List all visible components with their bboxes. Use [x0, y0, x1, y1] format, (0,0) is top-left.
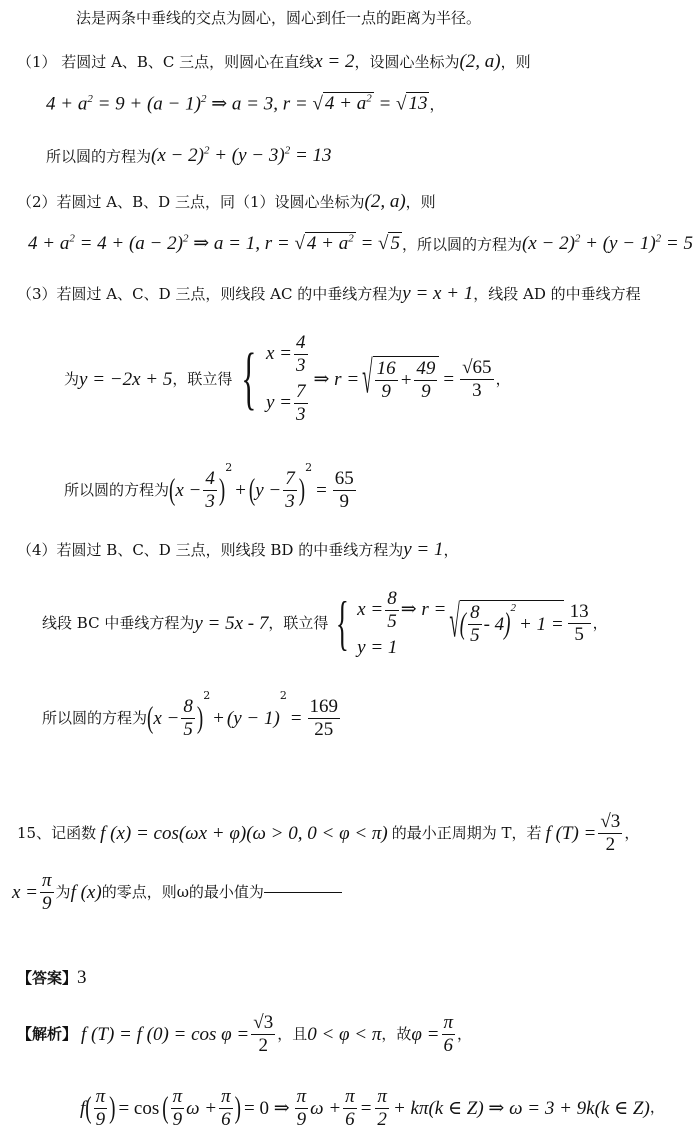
- q15-text-2: x = $\frac{\pi}{9}$ 为 f (x) 的零点，则ω的最小值为: [12, 866, 342, 918]
- p4-system: 线段 BC 中垂线方程为 y = 5x - 7 ，联立得 { x = $\frac{8}{5}$ ⇒ r = y = 1 √ ( $\frac{8}{5}$ - 4 ) 2 + 1 = $\frac{13}{5}$ ，: [42, 588, 608, 658]
- p2-equation: $4 + a^2 = 4 + (a - 2)^2$ ⇒ a = 1, r = √ $4 + a^2$ = √ 5 ，所以圆的方程为$(x - 2)^2 + (y - 1)^2 = 5$: [28, 233, 693, 255]
- p3-system: 为 y = −2x + 5 ，联立得 { x = $\frac{4}{3}$ y = $\frac{7}{3}$ ⇒ r = √ $\frac{16}{9}$ + $\frac{49}{9}$ = $\frac{√65}{3}$ ，: [64, 332, 511, 425]
- analysis-line-2: f ( $\frac{\pi}{9}$ ) = cos ( $\frac{\pi}{9}$ ω + $\frac{\pi}{6}$ ) = 0 ⇒ $\frac{\pi}{9}$ ω + $\frac{\pi}{6}$ = $\frac{\pi}{2}$ + kπ(k ∈ Z) ⇒ ω = 3 + 9k(k ∈ Z) ，: [80, 1085, 665, 1130]
- answer-line: 【答案】3: [17, 967, 87, 988]
- p4-circle-equation: 所以圆的方程为 ( x − $\frac{8}{5}$ ) 2 + (y − 1) 2 = $\frac{169}{25}$: [42, 689, 339, 740]
- q15-text: 15、记函数 f (x) = cos(ωx + φ)(ω > 0, 0 < φ < π) 的最小正周期为 T，若 f (T) = $\frac{√3}{2}$ ，: [17, 810, 640, 855]
- p4-heading: （4）若圆过 B、C、D 三点，则线段 BD 的中垂线方程为y = 1，: [17, 539, 459, 560]
- analysis-line-1: 【解析】 f (T) = f (0) = cos φ = $\frac{√3}{2}$ ，且 0 < φ < π ，故 φ = $\frac{\pi}{6}$ ，: [17, 1011, 473, 1056]
- p2-heading: （2）若圆过 A、B、D 三点，同（1）设圆心坐标为(2, a)，则: [17, 191, 436, 212]
- p3-circle-equation: 所以圆的方程为 ( x − $\frac{4}{3}$ ) 2 + ( y − $\frac{7}{3}$ ) 2 = $\frac{65}{9}$: [64, 461, 354, 512]
- p1-equation: $4 + a^2 = 9 + (a - 1)^2$ ⇒ a = 3, r = √ $4 + a^2$ = √ 13 ，: [46, 93, 445, 115]
- p3-heading: （3）若圆过 A、C、D 三点，则线段 AC 的中垂线方程为y = x + 1，线段 AD 的中垂线方程: [17, 283, 641, 304]
- answer-blank: [264, 892, 342, 893]
- intro-text: 法是两条中垂线的交点为圆心，圆心到任一点的距离为半径。: [76, 9, 482, 27]
- p1-circle-equation: 所以圆的方程为$(x - 2)^2 + (y - 3)^2 = 13$: [46, 145, 332, 167]
- p1-heading: （1） 若圆过 A、B、C 三点，则圆心在直线x = 2，设圆心坐标为(2, a)，则: [17, 51, 531, 72]
